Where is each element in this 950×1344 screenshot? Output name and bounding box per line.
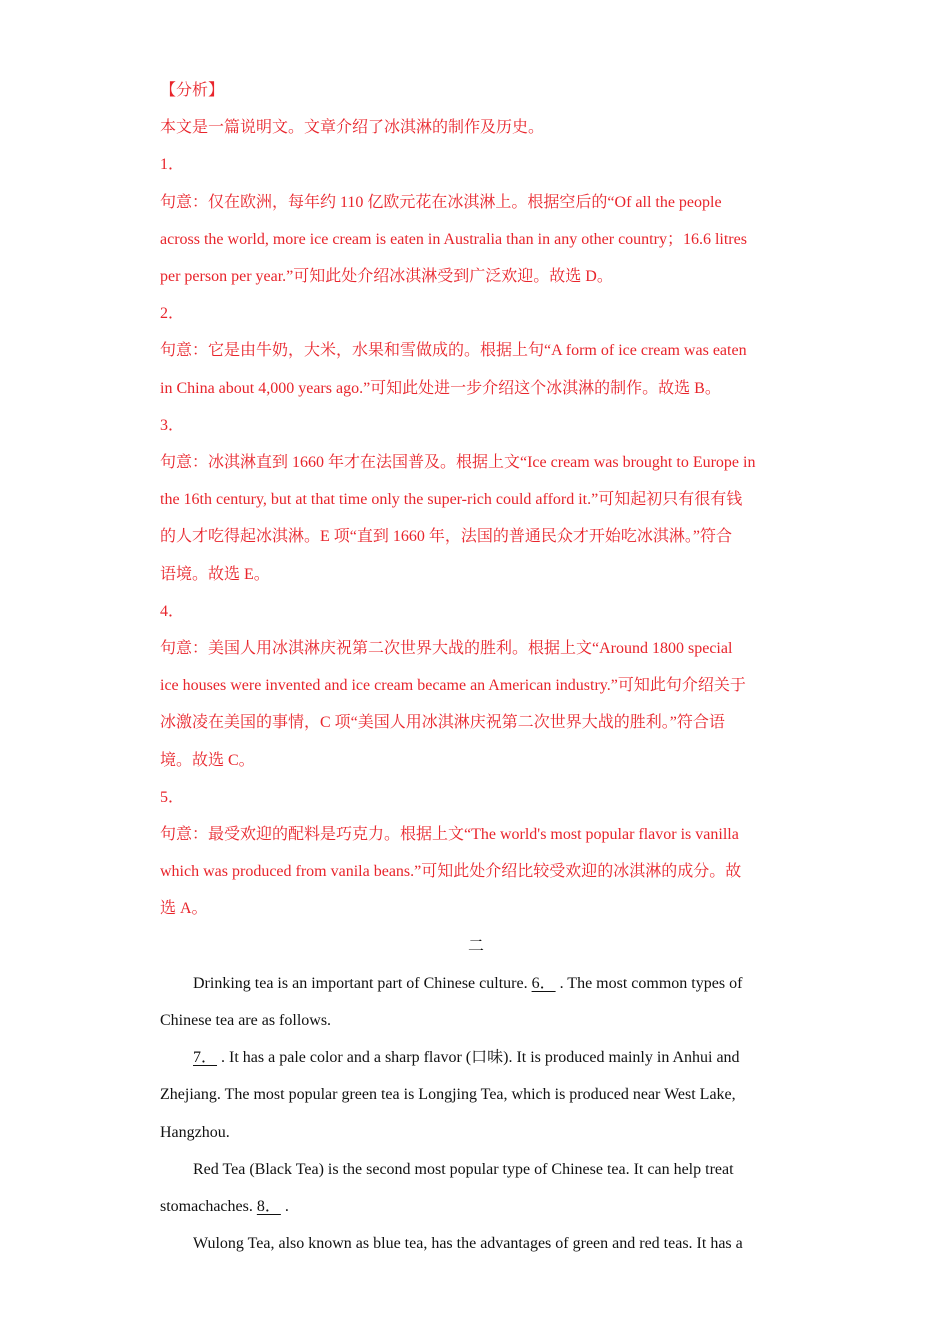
explanation-line: 境。故选 C。 xyxy=(160,751,255,769)
explanation-line: which was produced from vanila beans.”可知此处介绍比较受欢迎的冰淇淋的成分。故 xyxy=(160,863,742,881)
passage-text: . It has a pale color and a sharp flavor (口味). It is produced mainly in Anhui and xyxy=(217,1049,740,1067)
passage-line: Chinese tea are as follows. xyxy=(160,1012,332,1030)
explanation-line: 语境。故选 E。 xyxy=(160,565,270,583)
explanation-line: 的人才吃得起冰淇淋。E 项“直到 1660 年，法国的普通民众才开始吃冰淇淋。”符合 xyxy=(160,528,732,546)
content-area xyxy=(160,72,792,1263)
answer-number: 1． xyxy=(160,156,185,174)
passage-text: stomachaches. xyxy=(160,1198,257,1216)
passage-text: . The most common types of xyxy=(555,974,743,992)
passage-line: Wulong Tea, also known as blue tea, has the advantages of green and red teas. It has a xyxy=(193,1235,743,1253)
analysis-intro: 本文是一篇说明文。文章介绍了冰淇淋的制作及历史。 xyxy=(160,119,545,137)
explanation-line: ice houses were invented and ice cream became an American industry.”可知此句介绍关于 xyxy=(160,677,746,695)
passage-line: Red Tea (Black Tea) is the second most popular type of Chinese tea. It can help treat xyxy=(193,1160,734,1178)
section-title: 二 xyxy=(467,937,484,955)
answer-number: 2． xyxy=(160,305,185,323)
passage-text: . xyxy=(280,1198,289,1216)
explanation-line: 句意：它是由牛奶，大米，水果和雪做成的。根据上句“A form of ice cream was eaten xyxy=(160,342,747,360)
explanation-line: across the world, more ice cream is eaten in Australia than in any other country；16.6 litres xyxy=(160,230,747,248)
passage-line: Zhejiang. The most popular green tea is Longjing Tea, which is produced near West Lake, xyxy=(160,1086,736,1104)
passage-line xyxy=(160,1188,792,1225)
explanation-line: 句意：最受欢迎的配料是巧克力。根据上文“The world's most popular flavor is vanilla xyxy=(160,826,739,844)
explanation-line: 句意：仅在欧洲，每年约 110 亿欧元花在冰淇淋上。根据空后的“Of all the people xyxy=(160,193,722,211)
explanation-line: the 16th century, but at that time only the super-rich could afford it.”可知起初只有很有钱 xyxy=(160,491,743,509)
answer-number: 4． xyxy=(160,602,185,620)
blank-6: 6． xyxy=(531,974,556,992)
passage-line xyxy=(160,965,792,1002)
explanation-line: 冰激凌在美国的事情，C 项“美国人用冰淇淋庆祝第二次世界大战的胜利。”符合语 xyxy=(160,714,725,732)
blank-7: 7． xyxy=(193,1049,218,1067)
explanation-line: 选 A。 xyxy=(160,900,208,918)
explanation-line: 句意：冰淇淋直到 1660 年才在法国普及。根据上文“Ice cream was brought to Europe in xyxy=(160,454,756,472)
passage-text: Drinking tea is an important part of Chinese culture. xyxy=(193,974,532,992)
explanation-line: in China about 4,000 years ago.”可知此处进一步介绍这个冰淇淋的制作。故选 B。 xyxy=(160,379,721,397)
explanation-line: per person per year.”可知此处介绍冰淇淋受到广泛欢迎。故选 D。 xyxy=(160,268,613,286)
passage-line xyxy=(160,1039,792,1076)
passage-line: Hangzhou. xyxy=(160,1123,230,1141)
analysis-heading: 【分析】 xyxy=(160,82,225,99)
explanation-line: 句意：美国人用冰淇淋庆祝第二次世界大战的胜利。根据上文“Around 1800 special xyxy=(160,640,733,658)
answer-number: 3． xyxy=(160,416,185,434)
blank-8: 8． xyxy=(256,1198,281,1216)
answer-number: 5． xyxy=(160,788,185,806)
